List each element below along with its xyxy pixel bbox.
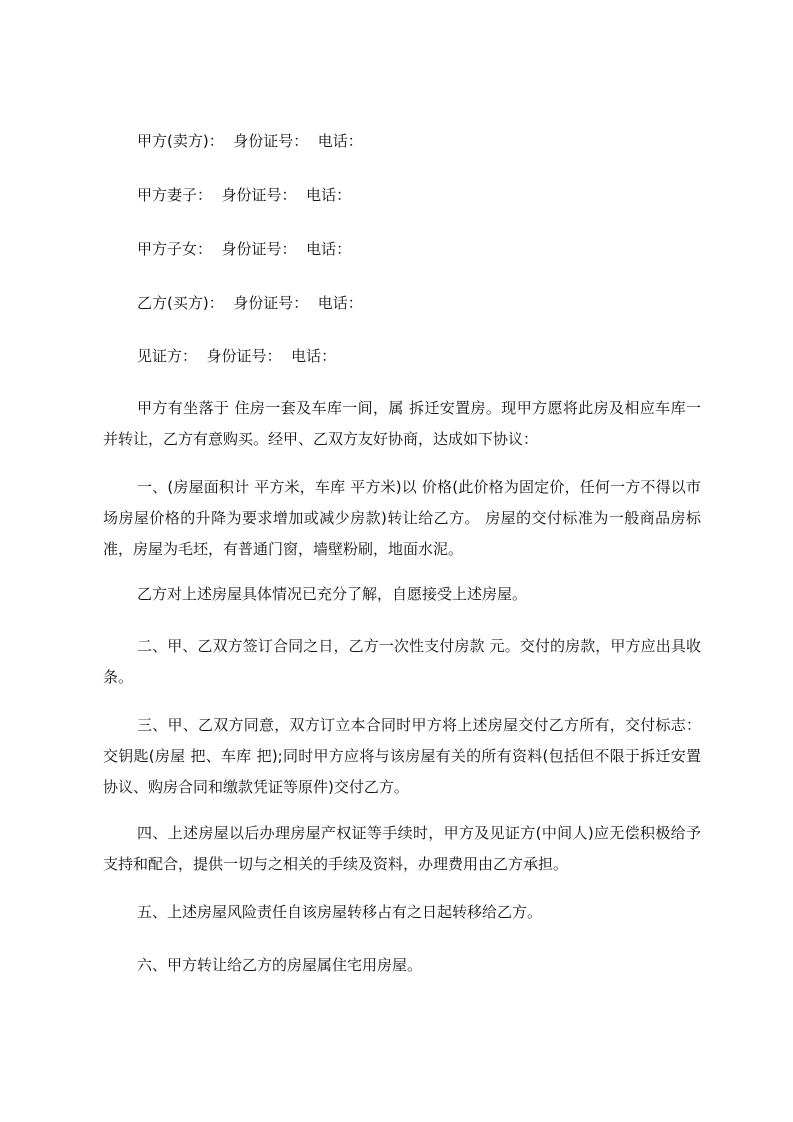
party-witness-line: 见证方： 身份证号： 电话： <box>137 347 337 365</box>
party-seller-children-line: 甲方子女： 身份证号： 电话： <box>137 240 352 258</box>
clause-4-paragraph: 四、上述房屋以后办理房屋产权证等手续时，甲方及见证方(中间人)应无偿积极给予支持和配合，提供一切与之相关的手续及资料，办理费用由乙方承担。 <box>103 824 701 873</box>
acknowledge-paragraph: 乙方对上述房屋具体情况已充分了解，自愿接受上述房屋。 <box>137 585 528 603</box>
clause-5-paragraph: 五、上述房屋风险责任自该房屋转移占有之日起转移给乙方。 <box>137 903 543 921</box>
clause-2-paragraph: 二、甲、乙双方签订合同之日，乙方一次性支付房款 元。交付的房款，甲方应出具收条。 <box>103 637 701 686</box>
clause-1-paragraph: 一、(房屋面积计 平方米，车库 平方米)以 价格(此价格为固定价，任何一方不得以市场房屋价格的升降为要求增加或减少房款)转让给乙方。 房屋的交付标准为一般商品房标准，房屋为毛坯，有普通门窗，墙壁粉刷，地面水泥。 <box>103 478 701 558</box>
party-seller-line: 甲方(卖方)： 身份证号： 电话： <box>137 132 363 150</box>
clause-6-paragraph: 六、甲方转让给乙方的房屋属住宅用房屋。 <box>137 956 423 974</box>
clause-3-paragraph: 三、甲、乙双方同意，双方订立本合同时甲方将上述房屋交付乙方所有，交付标志：交钥匙(房屋 把、车库 把);同时甲方应将与该房屋有关的所有资料(包括但不限于拆迁安置协议、购房合同和缴款凭证等原件)交付乙方。 <box>103 716 701 796</box>
party-seller-spouse-line: 甲方妻子： 身份证号： 电话： <box>137 186 352 204</box>
party-buyer-line: 乙方(买方)： 身份证号： 电话： <box>137 294 363 312</box>
intro-paragraph: 甲方有坐落于 住房一套及车库一间，属 拆迁安置房。现甲方愿将此房及相应车库一并转让，乙方有意购买。经甲、乙双方友好协商，达成如下协议： <box>103 399 701 448</box>
